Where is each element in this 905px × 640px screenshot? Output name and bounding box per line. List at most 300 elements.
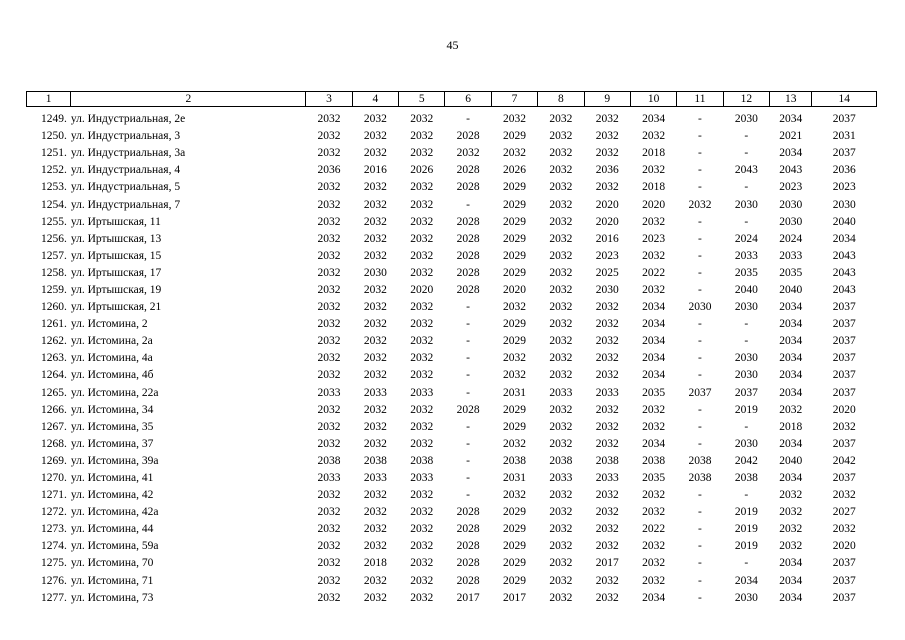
year-cell: 2028	[456, 506, 480, 519]
year-cell: 2030	[832, 198, 856, 211]
row-number: 1274.	[40, 540, 67, 553]
year-cell: 2032	[549, 523, 573, 536]
year-cell: -	[698, 215, 702, 228]
street-address: ул. Истомина, 37	[70, 437, 154, 450]
year-cell: 2021	[779, 130, 803, 143]
year-cell: 2016	[363, 164, 387, 177]
year-cell: 2036	[832, 164, 856, 177]
year-cell: 2034	[642, 335, 666, 348]
year-cell: 2042	[734, 454, 758, 467]
year-cell: 2033	[779, 249, 803, 262]
row-number: 1250.	[40, 130, 67, 143]
year-cell: 2032	[317, 147, 341, 160]
year-cell: 2034	[642, 301, 666, 314]
year-cell: 2032	[595, 523, 619, 536]
year-cell: 2017	[595, 557, 619, 570]
year-cell: 2032	[595, 506, 619, 519]
year-cell: 2032	[410, 591, 434, 604]
row-number: 1257.	[40, 249, 67, 262]
year-cell: 2032	[595, 489, 619, 502]
year-cell: 2038	[688, 454, 712, 467]
year-cell: 2034	[734, 574, 758, 587]
year-cell: 2020	[832, 403, 856, 416]
column-header-2: 2	[71, 92, 306, 107]
year-cell: -	[698, 113, 702, 126]
year-cell: 2032	[363, 506, 387, 519]
year-cell: 2043	[779, 164, 803, 177]
year-cell: 2032	[779, 489, 803, 502]
year-cell: 2032	[317, 232, 341, 245]
year-cell: 2032	[317, 249, 341, 262]
header-row	[27, 92, 877, 107]
year-cell: -	[698, 232, 702, 245]
row-number: 1264.	[40, 369, 67, 382]
street-address: ул. Истомина, 73	[70, 591, 154, 604]
year-cell: 2020	[642, 198, 666, 211]
year-cell: 2032	[779, 540, 803, 553]
year-cell: -	[698, 591, 702, 604]
year-cell: 2032	[595, 591, 619, 604]
year-cell: 2023	[779, 181, 803, 194]
street-address: ул. Истомина, 39а	[70, 454, 159, 467]
year-cell: 2032	[410, 540, 434, 553]
year-cell: 2029	[502, 198, 526, 211]
table-row	[27, 419, 877, 436]
year-cell: 2032	[410, 437, 434, 450]
year-cell: 2018	[779, 420, 803, 433]
year-cell: 2032	[410, 489, 434, 502]
year-cell: 2032	[642, 574, 666, 587]
row-number: 1261.	[40, 318, 67, 331]
table-row	[27, 538, 877, 555]
year-cell: -	[698, 266, 702, 279]
year-cell: 2020	[595, 198, 619, 211]
year-cell: -	[466, 113, 471, 126]
year-cell: -	[466, 198, 471, 211]
column-header-10: 10	[630, 92, 676, 107]
year-cell: 2032	[549, 266, 573, 279]
table-row	[27, 504, 877, 521]
row-number: 1259.	[40, 283, 67, 296]
year-cell: 2037	[832, 591, 856, 604]
column-header-14: 14	[812, 92, 877, 107]
table-row	[27, 316, 877, 333]
year-cell: 2036	[595, 164, 619, 177]
year-cell: 2020	[595, 215, 619, 228]
year-cell: -	[466, 301, 471, 314]
year-cell: 2033	[363, 472, 387, 485]
page-number: 45	[446, 38, 459, 52]
year-cell: 2037	[734, 386, 758, 399]
year-cell: 2029	[502, 506, 526, 519]
year-cell: 2035	[734, 266, 758, 279]
year-cell: 2020	[502, 283, 526, 296]
year-cell: 2017	[456, 591, 480, 604]
year-cell: 2032	[410, 147, 434, 160]
year-cell: 2032	[642, 506, 666, 519]
year-cell: -	[698, 403, 702, 416]
year-cell: 2017	[502, 591, 526, 604]
table-row	[27, 521, 877, 538]
year-cell: 2037	[832, 335, 856, 348]
year-cell: 2032	[502, 301, 526, 314]
year-cell: 2032	[595, 420, 619, 433]
year-cell: 2032	[317, 335, 341, 348]
year-cell: -	[698, 489, 702, 502]
year-cell: -	[698, 540, 702, 553]
year-cell: 2029	[502, 130, 526, 143]
year-cell: 2032	[549, 283, 573, 296]
year-cell: 2032	[317, 540, 341, 553]
year-cell: 2032	[595, 301, 619, 314]
year-cell: 2032	[595, 369, 619, 382]
year-cell: 2028	[456, 130, 480, 143]
year-cell: 2034	[642, 437, 666, 450]
year-cell: -	[744, 335, 749, 348]
year-cell: 2043	[832, 249, 856, 262]
year-cell: 2037	[832, 557, 856, 570]
year-cell: 2028	[456, 523, 480, 536]
year-cell: 2029	[502, 403, 526, 416]
column-header-6: 6	[445, 92, 491, 107]
year-cell: 2034	[779, 147, 803, 160]
year-cell: 2033	[549, 472, 573, 485]
year-cell: 2030	[779, 215, 803, 228]
year-cell: 2032	[502, 437, 526, 450]
year-cell: 2032	[410, 113, 434, 126]
column-header-3: 3	[306, 92, 352, 107]
table-row	[27, 282, 877, 299]
row-number: 1271.	[40, 489, 67, 502]
year-cell: -	[744, 215, 749, 228]
year-cell: 2032	[779, 506, 803, 519]
year-cell: -	[744, 147, 749, 160]
year-cell: -	[744, 318, 749, 331]
year-cell: 2032	[317, 437, 341, 450]
column-header-1: 1	[27, 92, 71, 107]
year-cell: 2028	[456, 266, 480, 279]
row-number: 1275.	[40, 557, 67, 570]
year-cell: 2032	[410, 249, 434, 262]
year-cell: 2034	[642, 113, 666, 126]
year-cell: 2032	[642, 249, 666, 262]
year-cell: 2032	[595, 403, 619, 416]
year-cell: 2042	[832, 454, 856, 467]
year-cell: 2029	[502, 232, 526, 245]
row-number: 1262.	[40, 335, 67, 348]
year-cell: 2018	[642, 147, 666, 160]
table-row	[27, 231, 877, 248]
year-cell: 2032	[317, 574, 341, 587]
table-row	[27, 470, 877, 487]
year-cell: -	[466, 420, 471, 433]
year-cell: -	[466, 472, 471, 485]
year-cell: -	[698, 557, 702, 570]
year-cell: 2032	[317, 198, 341, 211]
year-cell: 2019	[734, 540, 758, 553]
year-cell: 2030	[734, 113, 758, 126]
year-cell: 2032	[363, 232, 387, 245]
year-cell: 2037	[832, 301, 856, 314]
year-cell: 2035	[642, 472, 666, 485]
year-cell: 2032	[549, 232, 573, 245]
year-cell: 2028	[456, 574, 480, 587]
year-cell: 2037	[832, 437, 856, 450]
year-cell: 2032	[456, 147, 480, 160]
year-cell: 2032	[317, 591, 341, 604]
year-cell: 2029	[502, 215, 526, 228]
year-cell: 2032	[410, 420, 434, 433]
year-cell: 2028	[456, 164, 480, 177]
year-cell: 2032	[549, 574, 573, 587]
year-cell: 2033	[595, 472, 619, 485]
year-cell: 2032	[317, 352, 341, 365]
year-cell: -	[698, 318, 702, 331]
year-cell: 2030	[734, 369, 758, 382]
year-cell: 2032	[595, 318, 619, 331]
table-body	[27, 107, 877, 607]
table-row	[27, 350, 877, 367]
year-cell: -	[466, 318, 471, 331]
year-cell: 2032	[317, 181, 341, 194]
year-cell: 2028	[456, 215, 480, 228]
year-cell: 2040	[779, 283, 803, 296]
year-cell: 2032	[363, 181, 387, 194]
year-cell: 2034	[779, 386, 803, 399]
street-address: ул. Истомина, 44	[70, 523, 154, 536]
column-header-5: 5	[399, 92, 445, 107]
year-cell: 2032	[549, 113, 573, 126]
street-address: ул. Истомина, 22а	[70, 386, 159, 399]
year-cell: 2030	[734, 437, 758, 450]
table-row	[27, 385, 877, 402]
year-cell: 2032	[779, 403, 803, 416]
year-cell: 2038	[688, 472, 712, 485]
year-cell: 2030	[734, 198, 758, 211]
year-cell: 2032	[832, 523, 856, 536]
year-cell: 2032	[363, 147, 387, 160]
year-cell: 2029	[502, 523, 526, 536]
street-address: ул. Истомина, 42а	[70, 506, 159, 519]
street-address: ул. Индустриальная, 7	[70, 198, 181, 211]
year-cell: 2032	[549, 130, 573, 143]
year-cell: 2032	[549, 540, 573, 553]
table-row	[27, 436, 877, 453]
year-cell: 2019	[734, 403, 758, 416]
street-address: ул. Истомина, 4а	[70, 352, 153, 365]
year-cell: 2023	[642, 232, 666, 245]
column-header-11: 11	[677, 92, 723, 107]
year-cell: 2032	[410, 352, 434, 365]
year-cell: 2037	[832, 113, 856, 126]
year-cell: 2032	[595, 437, 619, 450]
year-cell: 2030	[734, 591, 758, 604]
street-address: ул. Истомина, 4б	[70, 369, 154, 382]
year-cell: 2034	[779, 369, 803, 382]
column-header-8: 8	[538, 92, 584, 107]
year-cell: 2032	[642, 283, 666, 296]
street-address: ул. Индустриальная, 3а	[70, 147, 186, 160]
year-cell: 2029	[502, 335, 526, 348]
column-header-12: 12	[723, 92, 769, 107]
year-cell: 2035	[642, 386, 666, 399]
year-cell: 2040	[779, 454, 803, 467]
year-cell: 2034	[779, 437, 803, 450]
year-cell: 2032	[595, 113, 619, 126]
year-cell: 2038	[317, 454, 341, 467]
table-row	[27, 179, 877, 196]
street-address: ул. Истомина, 71	[70, 574, 154, 587]
year-cell: 2019	[734, 506, 758, 519]
row-number: 1268.	[40, 437, 67, 450]
year-cell: 2034	[779, 557, 803, 570]
street-address: ул. Истомина, 42	[70, 489, 154, 502]
year-cell: 2032	[410, 369, 434, 382]
year-cell: 2031	[832, 130, 856, 143]
year-cell: -	[744, 557, 749, 570]
year-cell: 2032	[779, 523, 803, 536]
year-cell: 2034	[779, 318, 803, 331]
year-cell: 2032	[549, 164, 573, 177]
year-cell: 2032	[549, 437, 573, 450]
year-cell: 2032	[549, 591, 573, 604]
year-cell: 2028	[456, 540, 480, 553]
row-number: 1252.	[40, 164, 67, 177]
table-row	[27, 333, 877, 350]
year-cell: 2028	[456, 283, 480, 296]
year-cell: 2032	[410, 506, 434, 519]
year-cell: 2032	[502, 113, 526, 126]
table-row	[27, 196, 877, 213]
year-cell: 2032	[410, 130, 434, 143]
year-cell: 2035	[779, 266, 803, 279]
year-cell: 2033	[734, 249, 758, 262]
year-cell: 2033	[317, 472, 341, 485]
year-cell: 2029	[502, 574, 526, 587]
year-cell: 2032	[317, 130, 341, 143]
year-cell: 2032	[363, 198, 387, 211]
year-cell: 2023	[595, 249, 619, 262]
year-cell: 2026	[410, 164, 434, 177]
table-row	[27, 214, 877, 231]
year-cell: 2038	[502, 454, 526, 467]
year-cell: 2026	[502, 164, 526, 177]
street-address: ул. Иртышская, 17	[70, 266, 162, 279]
year-cell: -	[744, 489, 749, 502]
year-cell: 2023	[832, 181, 856, 194]
year-cell: 2032	[317, 266, 341, 279]
street-address: ул. Истомина, 2а	[70, 335, 153, 348]
year-cell: 2032	[363, 301, 387, 314]
year-cell: 2032	[549, 249, 573, 262]
year-cell: 2032	[410, 198, 434, 211]
table-row	[27, 573, 877, 590]
street-address: ул. Истомина, 34	[70, 403, 154, 416]
row-number: 1253.	[40, 181, 67, 194]
year-cell: 2032	[410, 318, 434, 331]
year-cell: 2032	[642, 403, 666, 416]
year-cell: -	[698, 147, 702, 160]
year-cell: 2030	[734, 301, 758, 314]
table-row	[27, 367, 877, 384]
year-cell: 2032	[317, 506, 341, 519]
year-cell: 2032	[317, 557, 341, 570]
year-cell: 2032	[642, 164, 666, 177]
year-cell: -	[698, 130, 702, 143]
year-cell: 2031	[502, 472, 526, 485]
year-cell: -	[698, 506, 702, 519]
year-cell: 2020	[832, 540, 856, 553]
year-cell: -	[698, 181, 702, 194]
year-cell: 2032	[502, 147, 526, 160]
year-cell: 2032	[502, 489, 526, 502]
year-cell: 2016	[595, 232, 619, 245]
street-address: ул. Иртышская, 13	[70, 232, 162, 245]
year-cell: 2032	[363, 437, 387, 450]
year-cell: 2037	[832, 318, 856, 331]
year-cell: 2037	[832, 574, 856, 587]
year-cell: -	[466, 454, 471, 467]
year-cell: 2018	[363, 557, 387, 570]
row-number: 1270.	[40, 472, 67, 485]
year-cell: 2032	[410, 181, 434, 194]
year-cell: 2027	[832, 506, 856, 519]
year-cell: 2038	[410, 454, 434, 467]
year-cell: 2032	[595, 181, 619, 194]
year-cell: 2033	[410, 386, 434, 399]
year-cell: 2032	[317, 113, 341, 126]
year-cell: 2036	[317, 164, 341, 177]
year-cell: 2032	[363, 335, 387, 348]
year-cell: 2033	[410, 472, 434, 485]
year-cell: 2032	[317, 215, 341, 228]
year-cell: 2030	[734, 352, 758, 365]
year-cell: 2032	[363, 113, 387, 126]
year-cell: -	[698, 574, 702, 587]
year-cell: 2032	[317, 318, 341, 331]
year-cell: 2037	[832, 472, 856, 485]
year-cell: 2028	[456, 232, 480, 245]
row-number: 1260.	[40, 301, 67, 314]
year-cell: 2032	[549, 506, 573, 519]
year-cell: 2032	[642, 420, 666, 433]
table-row	[27, 402, 877, 419]
year-cell: 2034	[779, 301, 803, 314]
year-cell: 2032	[832, 489, 856, 502]
year-cell: 2034	[642, 591, 666, 604]
year-cell: 2032	[595, 574, 619, 587]
year-cell: 2032	[595, 540, 619, 553]
year-cell: 2034	[642, 352, 666, 365]
year-cell: -	[466, 386, 471, 399]
year-cell: 2038	[549, 454, 573, 467]
year-cell: 2032	[549, 557, 573, 570]
table-row	[27, 555, 877, 572]
year-cell: 2043	[832, 266, 856, 279]
table-row	[27, 299, 877, 316]
street-address: ул. Индустриальная, 2е	[70, 113, 186, 126]
table-row	[27, 265, 877, 282]
year-cell: -	[698, 523, 702, 536]
year-cell: 2032	[549, 301, 573, 314]
table-row	[27, 453, 877, 470]
year-cell: 2029	[502, 249, 526, 262]
year-cell: 2029	[502, 266, 526, 279]
year-cell: 2032	[317, 420, 341, 433]
year-cell: 2032	[363, 523, 387, 536]
year-cell: 2032	[317, 489, 341, 502]
year-cell: 2034	[779, 472, 803, 485]
